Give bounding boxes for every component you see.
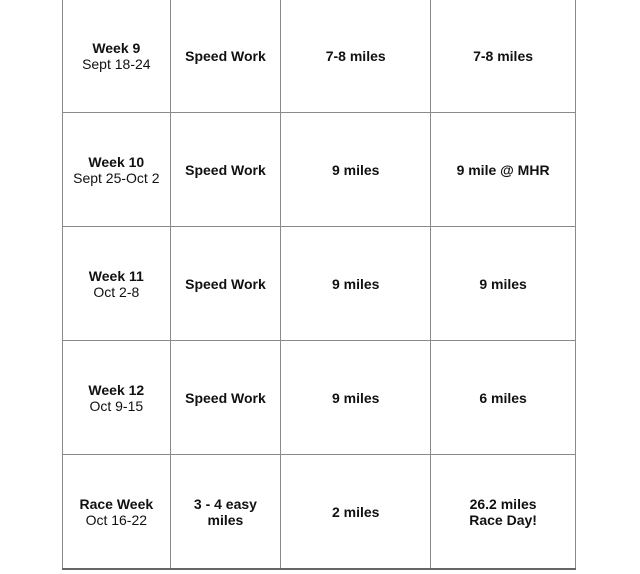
- training-schedule-table: [62, 0, 576, 570]
- workout-text: Speed Work: [185, 275, 266, 292]
- workout-text: 3 - 4 easy miles: [193, 495, 257, 528]
- table-row: [63, 455, 576, 570]
- workout-text: 7-8 miles: [473, 47, 534, 64]
- table-row: [63, 227, 576, 341]
- workout-cell: [281, 341, 431, 455]
- workout-text: 6 miles: [479, 389, 527, 406]
- workout-text: 7-8 miles: [325, 47, 386, 64]
- week-dates: Oct 16-22: [85, 511, 148, 528]
- workout-text: 9 mile @ MHR: [456, 161, 550, 178]
- week-label: Week 9: [92, 39, 141, 56]
- week-dates: Oct 2-8: [93, 283, 140, 300]
- workout-text: 9 miles: [479, 275, 527, 292]
- workout-cell: [170, 113, 281, 227]
- workout-cell: [281, 227, 431, 341]
- workout-cell: [170, 0, 281, 113]
- week-cell: [63, 341, 171, 455]
- week-cell: [63, 113, 171, 227]
- week-label: Week 12: [88, 381, 145, 398]
- week-dates: Oct 9-15: [89, 397, 144, 414]
- workout-text: Speed Work: [185, 161, 266, 178]
- week-label: Race Week: [79, 495, 154, 512]
- workout-text: 26.2 miles Race Day!: [469, 495, 537, 528]
- workout-cell: [431, 455, 576, 570]
- workout-text: 2 miles: [331, 503, 380, 520]
- week-dates: Sept 18-24: [82, 55, 151, 72]
- workout-text: Speed Work: [185, 47, 266, 64]
- week-cell: [63, 227, 171, 341]
- workout-cell: [431, 227, 576, 341]
- week-dates: Sept 25-Oct 2: [73, 169, 160, 186]
- workout-text: 9 miles: [331, 275, 380, 292]
- workout-cell: [431, 113, 576, 227]
- week-cell: [63, 455, 171, 570]
- workout-cell: [281, 113, 431, 227]
- workout-text: 9 miles: [331, 161, 380, 178]
- workout-cell: [281, 0, 431, 113]
- workout-cell: [170, 455, 281, 570]
- week-label: Week 11: [88, 267, 144, 284]
- workout-cell: [431, 0, 576, 113]
- table-row: [63, 341, 576, 455]
- week-cell: [63, 0, 171, 113]
- table-row: [63, 113, 576, 227]
- workout-cell: [281, 455, 431, 570]
- workout-text: Speed Work: [185, 389, 266, 406]
- week-label: Week 10: [88, 153, 145, 170]
- workout-text: 9 miles: [331, 389, 380, 406]
- workout-cell: [170, 341, 281, 455]
- workout-cell: [170, 227, 281, 341]
- table-row: [63, 0, 576, 113]
- workout-cell: [431, 341, 576, 455]
